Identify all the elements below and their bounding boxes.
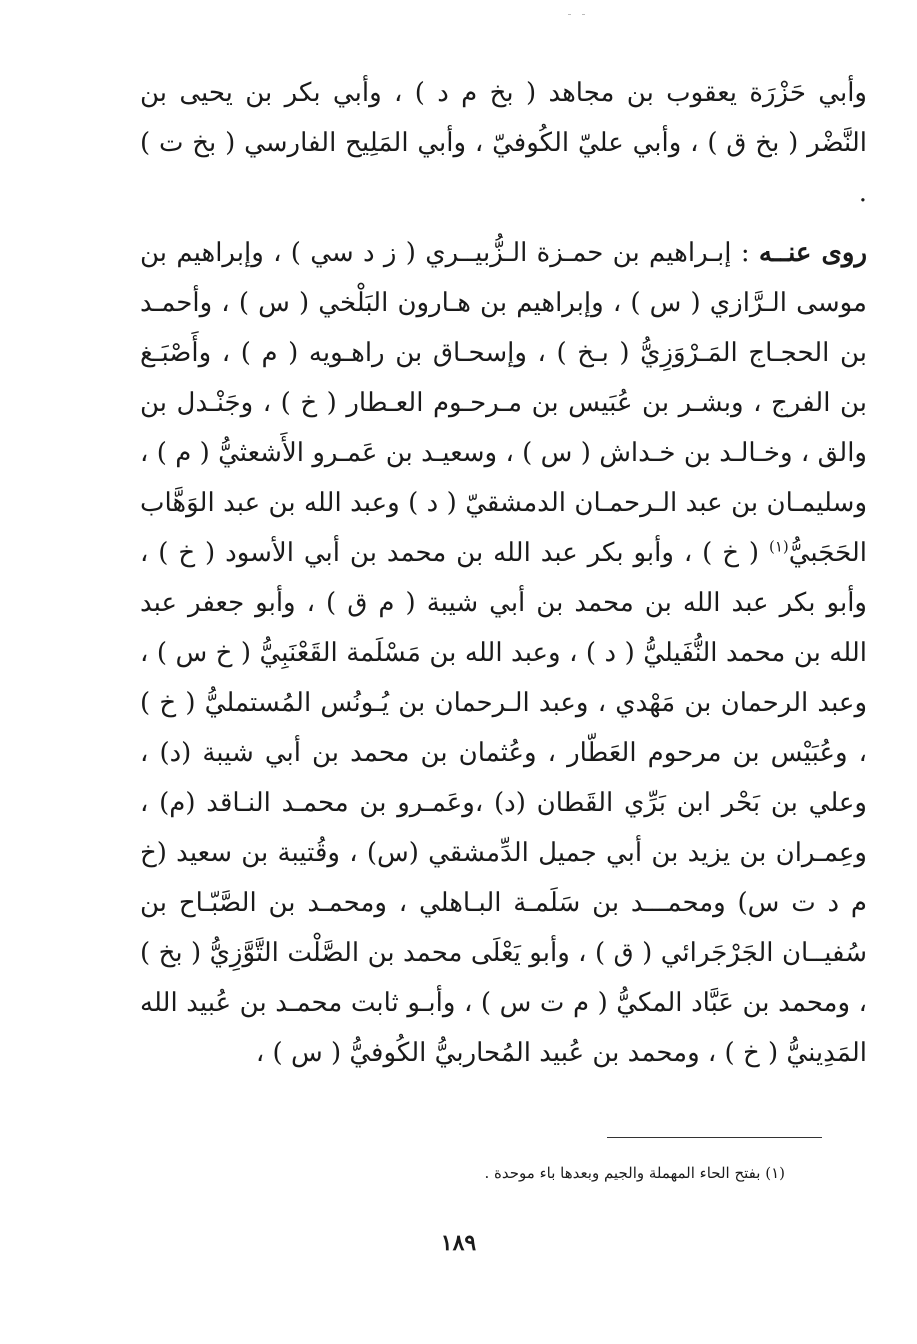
footnote-text: (١) بفتح الحاء المهملة والجيم وبعدها باء موحدة . (484, 1164, 785, 1182)
section-label: روى عنــه (758, 238, 867, 268)
paragraph-text-part-2: ( خ ) ، وأبو بكر عبد الله بن محمد بن أبي الأسود ( خ ) ، وأبو بكر عبد الله بن محمد بن أبي شيبة ( م ق ) ، وأبو جعفر عبد الله بن محمد النُّفَيليُّ ( د ) ، وعبد الله بن مَسْلَمة القَعْنَبِيُّ ( خ س ) ، وعبد الرحمان بن مَهْدي ، وعبد الـرحمان بن يُـونُس المُستمليُّ ( خ ) ، وعُبَيْس بن مرحوم العَطّار ، وعُثمان بن محمد بن أبي شيبة (د) ، وعلي بن بَحْر ابن بَرِّي القَطان (د) ،وعَمـرو بن محمـد النـاقد (م) ، وعِمـران بن يزيد بن أبي جميل الدِّمشقي (س) ، وقُتيبة بن سعيد (خ م د ت س) ومحمـــد بن سَلَمـة البـاهلي ، ومحمـد بن الصَّبّـاح بن سُفيــان الجَرْجَرائي ( ق ) ، وأبو يَعْلَى محمد بن الصَّلْت التَّوَّزِيُّ ( بخ ) ، ومحمد بن عَبَّاد المكيُّ ( م ت س ) ، وأبـو ثابت محمـد بن عُبيد الله المَدِينيُّ ( خ ) ، ومحمد بن عُبيد المُحاربيُّ الكُوفيُّ ( س ) ، (140, 538, 867, 1068)
scan-speck (568, 14, 571, 15)
paragraph-narrators-from: وأبي حَزْرَة يعقوب بن مجاهد ( بخ م د ) ، وأبي بكر بن يحيى بن النَّضْر ( بخ ق ) ، وأبي عليّ الكُوفيّ ، وأبي المَلِيح الفارسي ( بخ ت ) . (140, 78, 867, 208)
footnote-divider (607, 1137, 822, 1138)
paragraph-text-part-1: : إبـراهيم بن حمـزة الـزُّبيــري ( ز د سي ) ، وإبراهيم بن موسى الـرَّازي ( س ) ، وإبراهيم بن هـارون البَلْخي ( س ) ، وأحمـد بن الحجـاج المَـرْوَزِيُّ ( بـخ ) ، وإسحـاق بن راهـويه ( م ) ، وأَصْبَـغ بن الفرج ، وبشـر بن عُبَيس بن مـرحـوم العـطار ( خ ) ، وجَنْـدل بن والق ، وخـالـد بن خـداش ( س ) ، وسعيـد بن عَمـرو الأَشعثيُّ ( م ) ، وسليمـان بن عبد الـرحمـان الدمشقيّ ( د ) وعبد الله بن عبد الوَهَّاب الحَجَبيُّ (140, 238, 867, 568)
footnote-reference: (١) (768, 537, 789, 556)
paragraph-narrated-by (140, 228, 867, 1078)
scan-speck (582, 14, 585, 15)
page-number: ١٨٩ (440, 1230, 477, 1256)
